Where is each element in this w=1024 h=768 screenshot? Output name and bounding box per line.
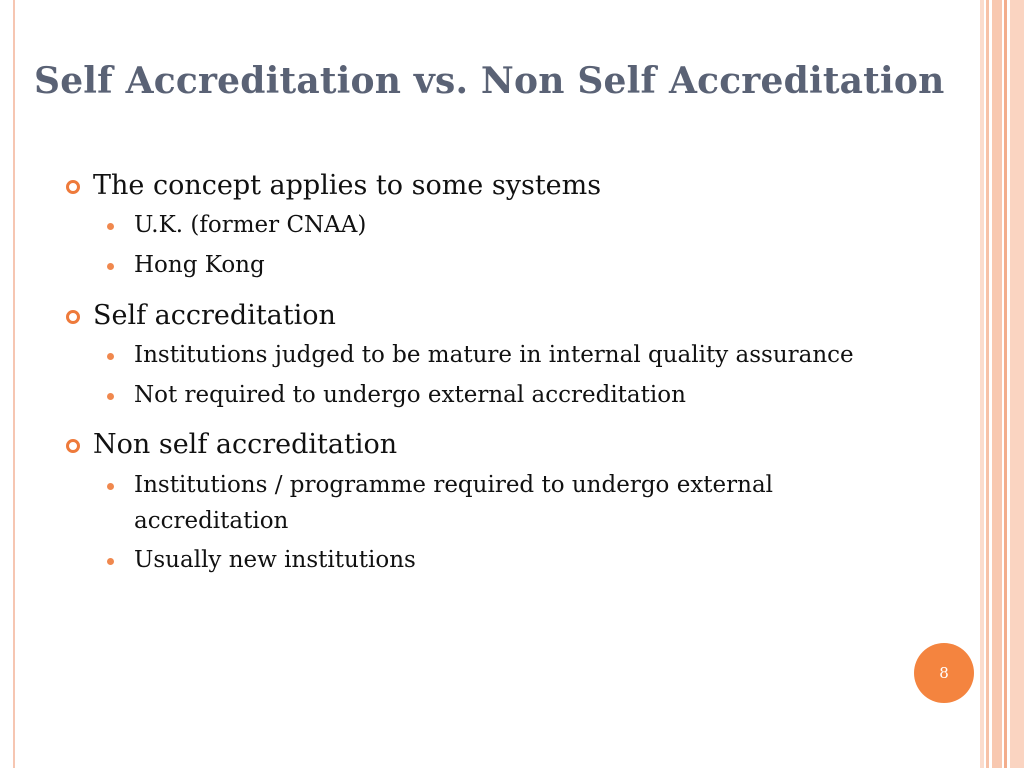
bullet-text: Non self accreditation bbox=[93, 429, 398, 461]
bullet-text: The concept applies to some systems bbox=[93, 170, 602, 201]
page-number-badge: 8 bbox=[914, 643, 974, 703]
sub-bullet-text: Usually new institutions bbox=[134, 547, 416, 574]
sub-bullet-item bbox=[60, 378, 880, 414]
bullet-group bbox=[60, 427, 880, 578]
ring-bullet-icon bbox=[66, 180, 80, 194]
bullet-list bbox=[60, 168, 880, 593]
sub-bullet-text: Institutions judged to be mature in internal quality assurance bbox=[134, 342, 854, 369]
sub-bullet-text: U.K. (former CNAA) bbox=[134, 212, 367, 239]
right-decorative-stripes bbox=[980, 0, 1024, 768]
bullet-group bbox=[60, 168, 880, 284]
dot-bullet-icon bbox=[107, 558, 114, 565]
sub-bullet-item bbox=[60, 468, 880, 539]
stripe bbox=[1010, 0, 1024, 768]
bullet-item bbox=[60, 427, 880, 463]
bullet-text: Self accreditation bbox=[93, 299, 336, 331]
sub-bullet-list bbox=[60, 468, 880, 579]
slide-title: Self Accreditation vs. Non Self Accreditation bbox=[34, 60, 945, 102]
sub-bullet-item bbox=[60, 338, 880, 374]
ring-bullet-icon bbox=[66, 439, 80, 453]
left-border-line bbox=[13, 0, 15, 768]
dot-bullet-icon bbox=[107, 483, 114, 490]
sub-bullet-text: Hong Kong bbox=[134, 252, 265, 279]
dot-bullet-icon bbox=[107, 393, 114, 400]
bullet-group bbox=[60, 298, 880, 414]
bullet-item bbox=[60, 298, 880, 334]
bullet-item bbox=[60, 168, 880, 204]
ring-bullet-icon bbox=[66, 310, 80, 324]
dot-bullet-icon bbox=[107, 353, 114, 360]
sub-bullet-text: Institutions / programme required to undergo external accreditation bbox=[134, 471, 774, 534]
stripe bbox=[992, 0, 1002, 768]
dot-bullet-icon bbox=[107, 223, 114, 230]
sub-bullet-list bbox=[60, 338, 880, 413]
stripe bbox=[1004, 0, 1007, 768]
stripe bbox=[980, 0, 984, 768]
dot-bullet-icon bbox=[107, 263, 114, 270]
sub-bullet-list bbox=[60, 208, 880, 283]
sub-bullet-item bbox=[60, 248, 880, 284]
sub-bullet-item bbox=[60, 543, 880, 579]
stripe bbox=[986, 0, 989, 768]
sub-bullet-text: Not required to undergo external accreditation bbox=[134, 381, 686, 408]
sub-bullet-item bbox=[60, 208, 880, 244]
